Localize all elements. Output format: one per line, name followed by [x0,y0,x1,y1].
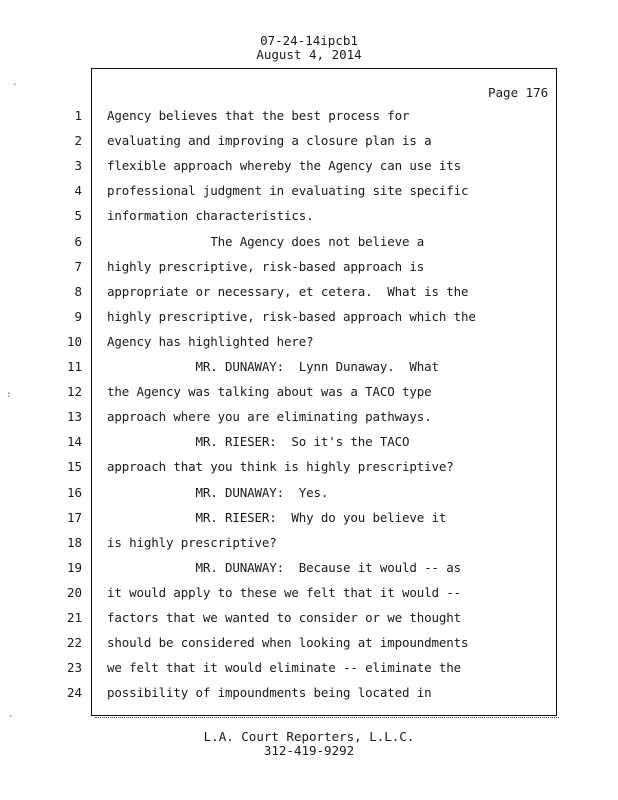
reporter-company: L.A. Court Reporters, L.L.C. [203,729,415,744]
transcript-line: professional judgment in evaluating site specific [107,183,469,198]
transcript-line: MR. RIESER: So it's the TACO [107,434,410,449]
line-number: 11 [66,359,82,374]
line-number: 24 [66,685,82,700]
scan-speck: . [8,710,14,720]
transcript-line: MR. DUNAWAY: Because it would -- as [107,560,462,575]
transcript-line: should be considered when looking at impoundments [107,635,469,650]
transcript-date: August 4, 2014 [256,47,362,62]
line-number: 9 [74,309,82,324]
transcript-line: possibility of impoundments being located in [107,685,432,700]
line-number: 1 [74,108,82,123]
line-number: 2 [74,133,82,148]
reporter-phone: 312-419-9292 [263,743,355,758]
scan-speck: : [6,390,12,400]
transcript-line: MR. DUNAWAY: Yes. [107,485,329,500]
line-number: 5 [74,208,82,223]
transcript-line: approach that you think is highly prescriptive? [107,459,454,474]
transcript-line: MR. RIESER: Why do you believe it [107,510,447,525]
line-number: 12 [66,384,82,399]
transcript-line: MR. DUNAWAY: Lynn Dunaway. What [107,359,439,374]
case-id: 07-24-14ipcb1 [260,33,358,48]
transcript-line: information characteristics. [107,208,314,223]
transcript-line: Agency believes that the best process for [107,108,410,123]
line-number: 6 [74,234,82,249]
transcript-line: we felt that it would eliminate -- eliminate the [107,660,462,675]
line-number: 21 [66,610,82,625]
page-footer [0,730,618,758]
line-number: 13 [66,409,82,424]
transcript-line: evaluating and improving a closure plan is a [107,133,432,148]
transcript-line: highly prescriptive, risk-based approach is [107,259,425,274]
line-number: 14 [66,434,82,449]
line-number: 15 [66,459,82,474]
line-number: 22 [66,635,82,650]
transcript-line: is highly prescriptive? [107,535,277,550]
transcript-line: it would apply to these we felt that it would -- [107,585,462,600]
line-number: 7 [74,259,82,274]
transcript-line: appropriate or necessary, et cetera. What is the [107,284,469,299]
line-number: 8 [74,284,82,299]
line-number: 19 [66,560,82,575]
transcript-line: flexible approach whereby the Agency can use its [107,158,462,173]
page-header [0,34,618,62]
transcript-line: The Agency does not believe a [107,234,425,249]
transcript-line: factors that we wanted to consider or we thought [107,610,462,625]
line-number: 16 [66,485,82,500]
line-number: 20 [66,585,82,600]
line-number: 3 [74,158,82,173]
transcript-line: Agency has highlighted here? [107,334,314,349]
transcript-line: the Agency was talking about was a TACO type [107,384,432,399]
line-number: 17 [66,510,82,525]
line-number: 4 [74,183,82,198]
scan-speck: . [12,78,18,88]
line-number: 18 [66,535,82,550]
line-number: 23 [66,660,82,675]
frame-scan-artifact [95,714,559,718]
transcript-line: approach where you are eliminating pathways. [107,409,432,424]
page-number-label: Page 176 [488,85,549,100]
transcript-line: highly prescriptive, risk-based approach which the [107,309,476,324]
line-number: 10 [66,334,82,349]
